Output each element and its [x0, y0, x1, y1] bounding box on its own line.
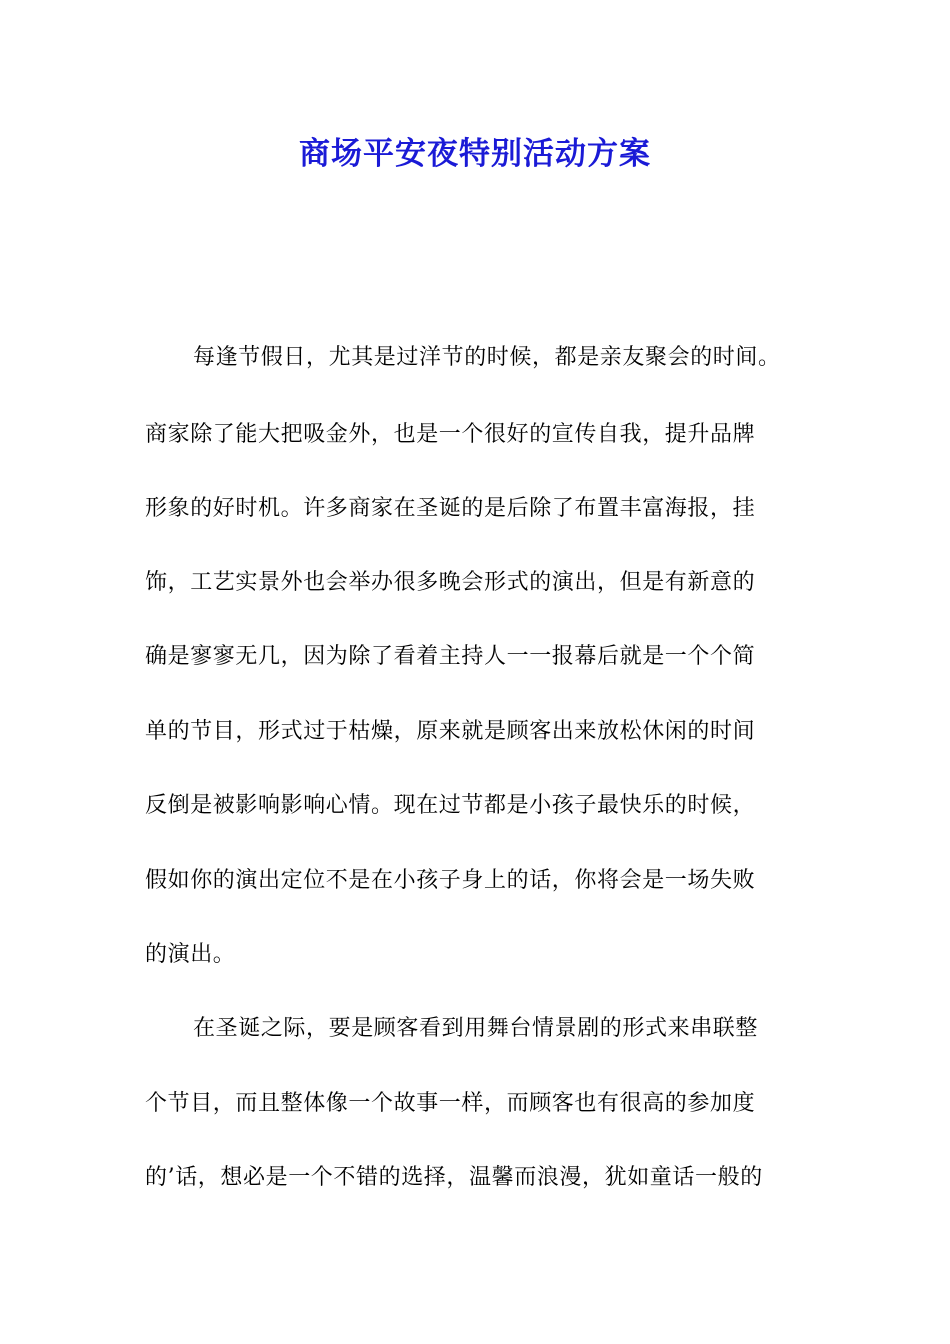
paragraph-1-line-7: 反倒是被影响影响心情。现在过节都是小孩子最快乐的时候，	[145, 793, 756, 818]
paragraph-1-line-1: 每逢节假日，尤其是过洋节的时候，都是亲友聚会的时间。	[193, 345, 781, 370]
paragraph-1-line-5: 确是寥寥无几，因为除了看着主持人一一报幕后就是一个个简	[145, 644, 756, 669]
paragraph-1-line-4: 饰，工艺实景外也会举办很多晚会形式的演出，但是有新意的	[145, 570, 756, 595]
paragraph-1-line-3: 形象的好时机。许多商家在圣诞的是后除了布置丰富海报，挂	[145, 496, 756, 521]
paragraph-1-line-8: 假如你的演出定位不是在小孩子身上的话，你将会是一场失败	[145, 868, 756, 893]
document-title: 商场平安夜特别活动方案	[299, 136, 651, 172]
paragraph-2-line-2: 个节目，而且整体像一个故事一样，而顾客也有很高的参加度	[145, 1091, 756, 1116]
paragraph-2-line-1: 在圣诞之际，要是顾客看到用舞台情景剧的形式来串联整	[193, 1016, 759, 1041]
paragraph-2-line-3: 的’话，想必是一个不错的选择，温馨而浪漫，犹如童话一般的	[145, 1165, 763, 1190]
paragraph-1-line-2: 商家除了能大把吸金外，也是一个很好的宣传自我，提升品牌	[145, 422, 756, 447]
paragraph-1-line-9: 的演出。	[145, 942, 236, 967]
paragraph-1-line-6: 单的节目，形式过于枯燥，原来就是顾客出来放松休闲的时间	[145, 719, 756, 744]
